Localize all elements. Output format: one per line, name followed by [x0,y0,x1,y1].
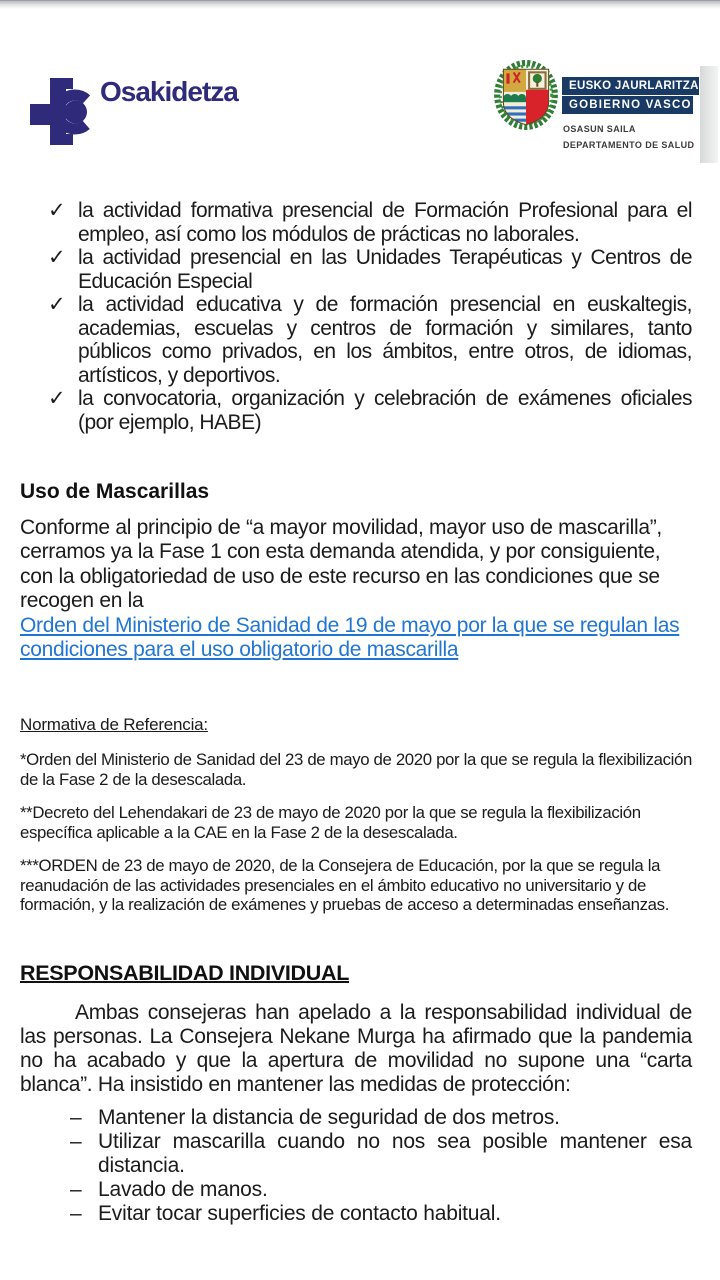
document-header [0,0,720,198]
list-item-text: la actividad educativa y de formación presencial en euskaltegis, academias, escuelas y centros de formación y similares, tanto públicos como privados, en los ámbitos, entre otros, de idiomas, artísticos, y deportivos. [78,293,692,387]
list-item-text: Lavado de manos. [98,1178,268,1201]
check-icon: ✓ [48,293,66,316]
department-name-eu: OSASUN SAILA [563,124,636,134]
list-item [20,1178,692,1202]
list-item-text: la actividad formativa presencial de Formación Profesional para el empleo, así como los módulos de prácticas no laborales. [78,199,692,246]
section-heading-uso-de-mascarillas: Uso de Mascarillas [20,480,210,503]
document-body [20,199,692,1226]
check-icon: ✓ [48,246,66,269]
reference-paragraph: ***ORDEN de 23 de mayo de 2020, de la Consejera de Educación, por la que se regula la reanudación de las actividades presenciales en el ámbito educativo no universitario y de formación, y la realización de exámenes y pruebas de acceso a determinadas enseñanzas. [20,856,670,914]
gobierno-vasco-banner [562,77,699,114]
reference-paragraph: **Decreto del Lehendakari de 23 de mayo de 2020 por la que se regula la flexibilización específica aplicable a la CAE en la Fase 2 de la desescalada. [20,803,641,842]
department-name-es: DEPARTAMENTO DE SALUD [563,140,695,150]
reference-paragraph: *Orden del Ministerio de Sanidad del 23 de mayo de 2020 por la que se regula la flexibilización de la Fase 2 de la desescalada. [20,750,693,789]
check-bullet-list [20,199,692,434]
paragraph-mascarillas [20,516,692,663]
osakidetza-logo-icon [30,75,97,148]
check-icon: ✓ [48,199,66,222]
list-item [20,293,692,387]
list-item-text: Mantener la distancia de seguridad de dos metros. [98,1106,560,1129]
dash-bullet-list [20,1106,692,1226]
dash-icon: – [70,1106,82,1129]
paragraph-responsabilidad: Ambas consejeras han apelado a la responsabilidad individual de las personas. La Consejera Nekane Murga ha afirmado que la pandemia no ha acabado y que la apertura de movilidad no supone una “carta blanca”. Ha insistido en mantener las medidas de protección: [20,1001,692,1096]
list-item [20,1130,692,1178]
osakidetza-wordmark: Osakidetza [100,76,238,107]
list-item [20,1202,692,1226]
dash-icon: – [70,1130,82,1153]
paragraph-text: Conforme al principio de “a mayor movilidad, mayor uso de mascarilla”, cerramos ya la Fase 1 con esta demanda atendida, y por consiguiente, con la obligatoriedad de uso de este recurso en las condiciones que se recogen en la [20,515,662,612]
gobierno-vasco-line2: GOBIERNO VASCO [562,96,693,114]
list-item-text: Evitar tocar superficies de contacto habitual. [98,1202,501,1225]
section-heading-responsabilidad: RESPONSABILIDAD INDIVIDUAL [20,960,350,985]
basque-coat-of-arms-icon [494,60,558,132]
dash-icon: – [70,1202,82,1225]
list-item-text: la actividad presencial en las Unidades Terapéuticas y Centros de Educación Especial [78,246,692,293]
list-item-text: Utilizar mascarilla cuando no nos sea posible mantener esa distancia. [98,1130,692,1177]
list-item [20,246,692,293]
list-item [20,199,692,246]
section-heading-normativa: Normativa de Referencia: [20,714,208,734]
list-item [20,1106,692,1130]
scanned-logo-edge-strip [700,66,718,163]
list-item [20,387,692,434]
list-item-text: la convocatoria, organización y celebración de exámenes oficiales (por ejemplo, HABE) [78,387,692,434]
check-icon: ✓ [48,387,66,410]
ministry-order-hyperlink[interactable]: Orden del Ministerio de Sanidad de 19 de mayo por la que se regulan las condiciones para el uso obligatorio de mascarilla [20,613,680,661]
dash-icon: – [70,1178,82,1201]
gobierno-vasco-line1: EUSKO JAURLARITZA [562,77,699,95]
